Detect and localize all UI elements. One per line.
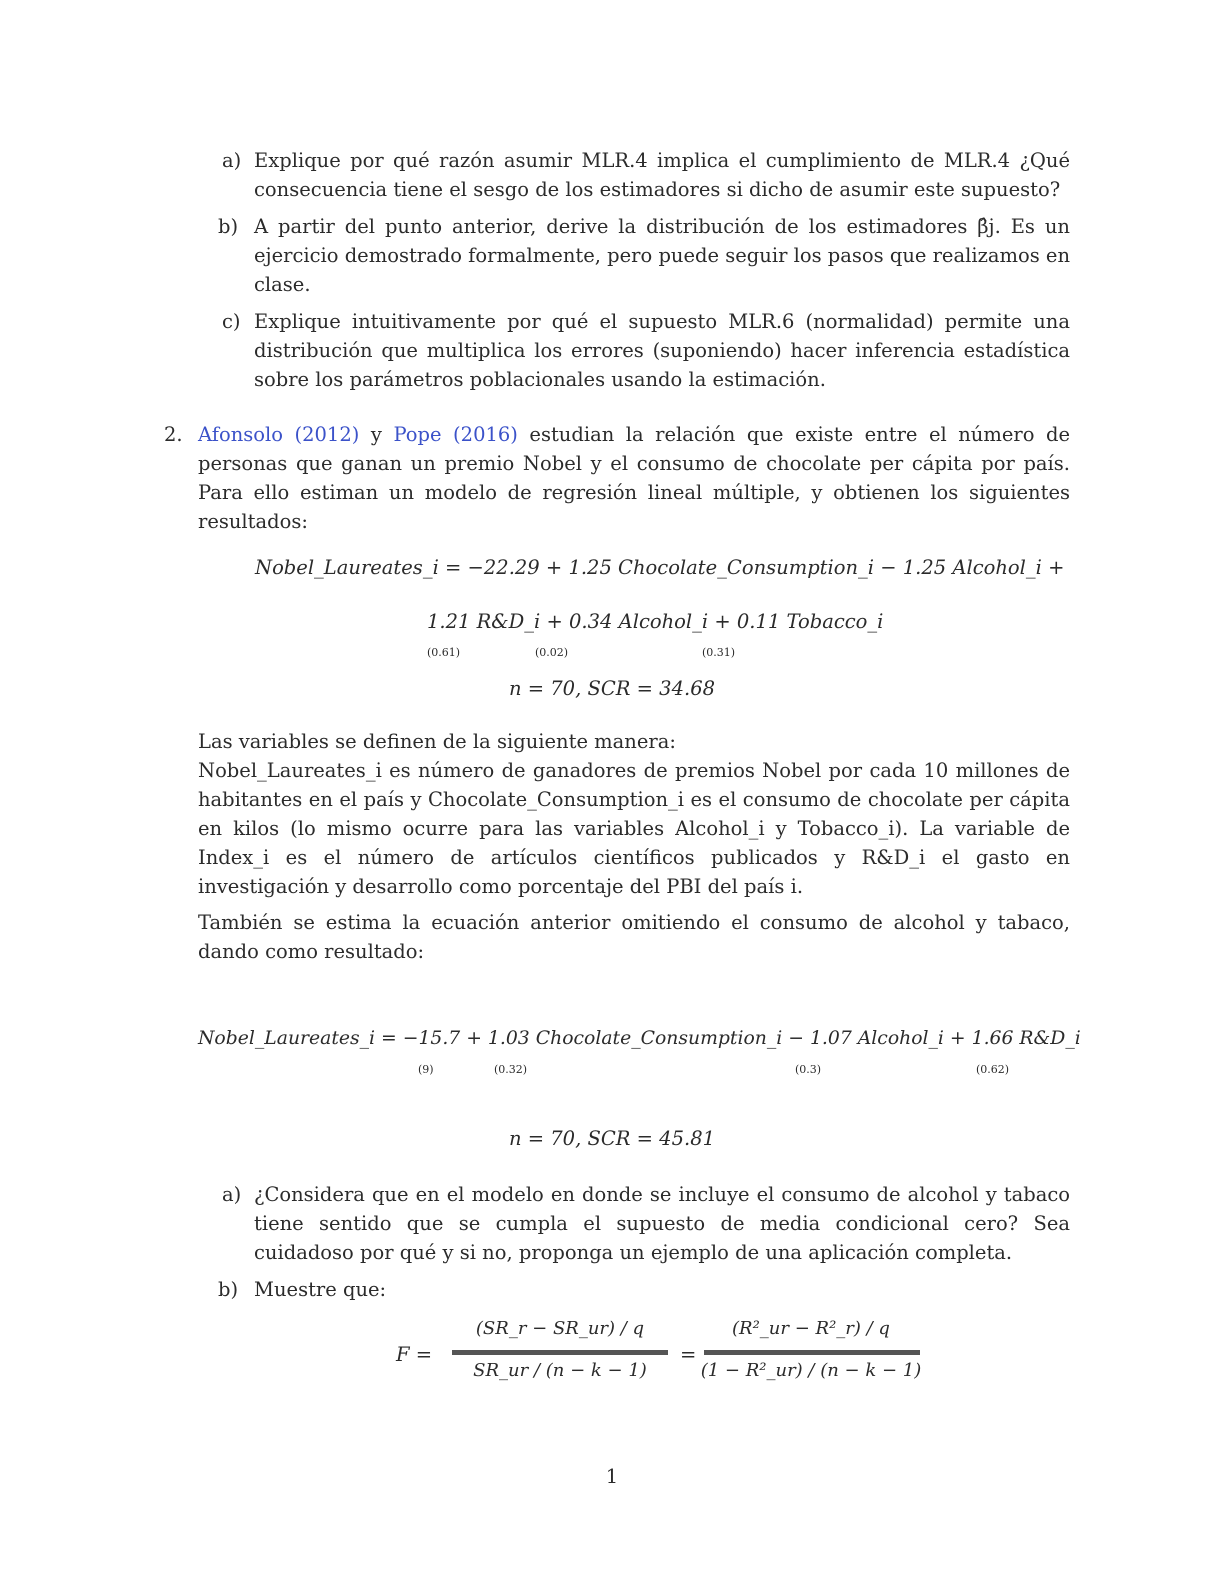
- page-number: 1: [605, 1465, 619, 1488]
- citation-join: y: [370, 423, 382, 446]
- intro-text: estudian la relación que existe entre el número de personas que ganan un premio Nobel y el consumo de chocolate per cápita por país. Para ello estiman un modelo de regresión lineal múltiple, y obtienen los siguientes resultados:: [198, 423, 1071, 533]
- equation-2: Nobel_Laureates_i = −15.7 + 1.03 Chocolate_Consumption_i − 1.07 Alcohol_i + 1.66 R&D_i: [198, 1028, 1081, 1049]
- item-a-text: ¿Considera que en el modelo en donde se incluye el consumo de alcohol y tabaco tiene sentido que se cumpla el supuesto de media condicional cero? Sea cuidadoso por qué y si no, proponga un ejemplo de una aplicación completa.: [254, 1183, 1070, 1264]
- fraction-numerator: (R²_ur − R²_r) / q: [732, 1318, 890, 1339]
- item-a-text: Explique por qué razón asumir MLR.4 implica el cumplimiento de MLR.4 ¿Qué consecuencia tiene el sesgo de los estimadores si dicho de asumir este supuesto?: [254, 149, 1070, 201]
- variables-heading: Las variables se definen de la siguiente manera:: [198, 730, 676, 753]
- std-error: (0.32): [494, 1063, 528, 1076]
- equals-sign: =: [680, 1343, 697, 1366]
- variables-definition: Nobel_Laureates_i es número de ganadores de premios Nobel por cada 10 millones de habitantes en el país y Chocolate_Consumption_i es el consumo de chocolate per cápita en kilos (lo mismo ocurre para las variables Alcohol_i y Tobacco_i). La variable de Index_i es el número de artículos científicos publicados y R&D_i el gasto en investigación y desarrollo como porcentaje del PBI del país i.: [198, 759, 1070, 898]
- item-b-text: Muestre que:: [254, 1278, 387, 1301]
- std-error: (0.62): [976, 1063, 1010, 1076]
- omitted-variables-text: También se estima la ecuación anterior omitiendo el consumo de alcohol y tabaco, dando como resultado:: [198, 911, 1070, 963]
- fraction-bar: [452, 1350, 668, 1355]
- item-b-label: b): [218, 1278, 239, 1301]
- std-error: (9): [418, 1063, 434, 1076]
- citation-link[interactable]: Afonsolo (2012): [198, 423, 360, 446]
- f-statistic-lhs: F =: [396, 1343, 433, 1366]
- fraction-bar: [704, 1350, 920, 1355]
- std-error: (0.02): [535, 646, 569, 659]
- item-a-label: a): [222, 149, 242, 172]
- question-intro: [198, 420, 1070, 536]
- question-number: 2.: [164, 423, 183, 446]
- item-c-label: c): [222, 310, 241, 333]
- item-c-text: Explique intuitivamente por qué el supuesto MLR.6 (normalidad) permite una distribución que multiplica los errores (suponiendo) hacer inferencia estadística sobre los parámetros poblacionales usando la estimación.: [254, 310, 1070, 391]
- item-b-text: A partir del punto anterior, derive la distribución de los estimadores β̂j. Es un ejercicio demostrado formalmente, pero puede seguir los pasos que realizamos en clase.: [254, 215, 1071, 296]
- equation-1-line-1: Nobel_Laureates_i = −22.29 + 1.25 Chocolate_Consumption_i − 1.25 Alcohol_i +: [255, 556, 1065, 579]
- std-error: (0.31): [702, 646, 736, 659]
- equation-2-stats: n = 70, SCR = 45.81: [508, 1127, 716, 1150]
- fraction-denominator: SR_ur / (n − k − 1): [473, 1360, 647, 1381]
- fraction-numerator: (SR_r − SR_ur) / q: [475, 1318, 645, 1339]
- std-error: (0.3): [795, 1063, 822, 1076]
- std-error: (0.61): [427, 646, 461, 659]
- citation-link[interactable]: Pope (2016): [393, 423, 518, 446]
- item-a-label: a): [222, 1183, 242, 1206]
- item-b-label: b): [218, 215, 239, 238]
- fraction-denominator: (1 − R²_ur) / (n − k − 1): [700, 1360, 922, 1381]
- equation-1-line-2: 1.21 R&D_i + 0.34 Alcohol_i + 0.11 Tobacco_i: [427, 610, 884, 633]
- equation-1-stats: n = 70, SCR = 34.68: [508, 677, 716, 700]
